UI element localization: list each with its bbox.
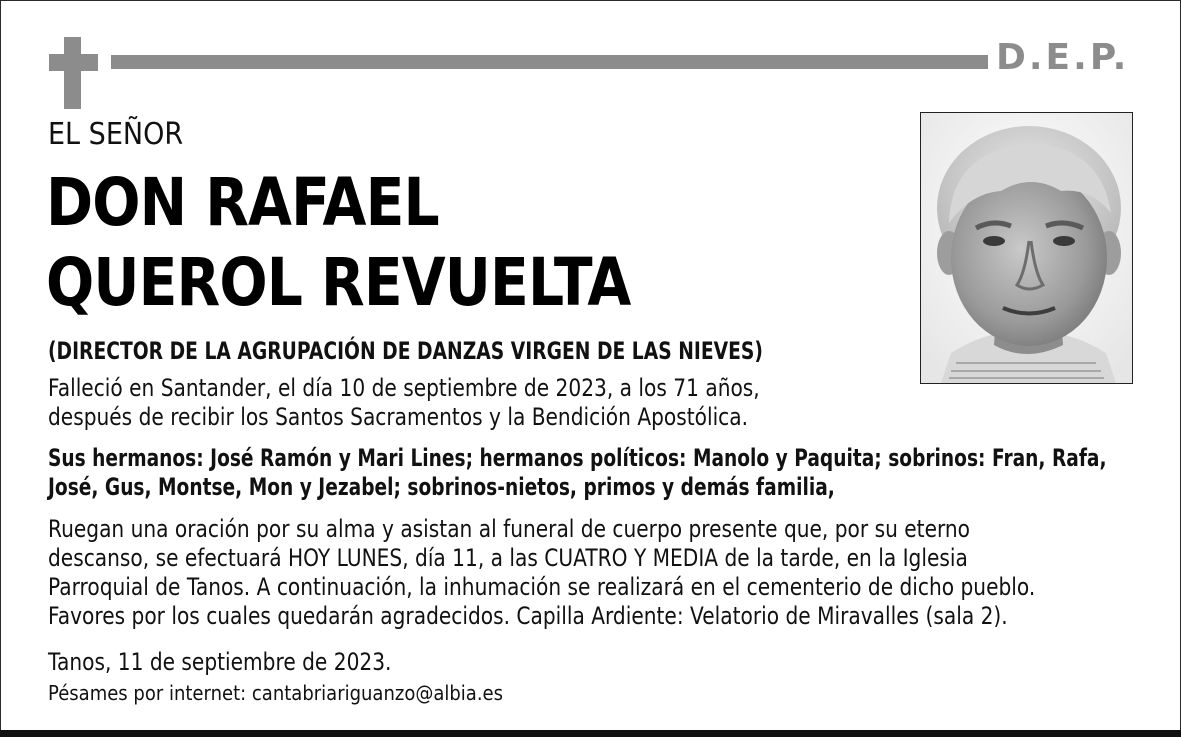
honorific: EL SEÑOR <box>48 117 184 152</box>
cross-icon <box>64 37 81 109</box>
family-line: José, Gus, Montse, Mon y Jezabel; sobrinos-nietos, primos y demás familia, <box>48 473 835 501</box>
deceased-name-line1: DON RAFAEL <box>46 164 439 241</box>
cross-icon-bar <box>49 54 98 71</box>
bottom-border <box>0 730 1181 737</box>
family-line: Sus hermanos: José Ramón y Mari Lines; hermanos políticos: Manolo y Paquita; sobrinos: Fran, Rafa, <box>48 444 1107 472</box>
funeral-line: Parroquial de Tanos. A continuación, la inhumación se realizará en el cementerio de dicho pueblo. <box>48 573 1036 601</box>
condolences-email: Pésames por internet: cantabriariguanzo@albia.es <box>48 681 503 705</box>
funeral-line: Ruegan una oración por su alma y asistan al funeral de cuerpo presente que, por su eterno <box>48 515 971 543</box>
portrait-icon <box>921 113 1132 383</box>
dep-heading: D.E.P. <box>996 37 1130 78</box>
place-date: Tanos, 11 de septiembre de 2023. <box>48 648 392 676</box>
deceased-name-line2: QUEROL REVUELTA <box>46 244 631 321</box>
funeral-details <box>48 515 1035 631</box>
deceased-role: (DIRECTOR DE LA AGRUPACIÓN DE DANZAS VIRGEN DE LAS NIEVES) <box>48 337 763 365</box>
death-notice <box>48 374 760 432</box>
family-list <box>48 444 1107 502</box>
portrait-photo <box>920 112 1133 384</box>
death-line: después de recibir los Santos Sacramentos y la Bendición Apostólica. <box>48 403 749 431</box>
header-rule <box>111 55 988 69</box>
death-line: Falleció en Santander, el día 10 de septiembre de 2023, a los 71 años, <box>48 374 760 402</box>
funeral-line: descanso, se efectuará HOY LUNES, día 11, a las CUATRO Y MEDIA de la tarde, en la Iglesia <box>48 544 968 572</box>
funeral-line: Favores por los cuales quedarán agradecidos. Capilla Ardiente: Velatorio de Miravalles (sala 2). <box>48 602 1008 630</box>
